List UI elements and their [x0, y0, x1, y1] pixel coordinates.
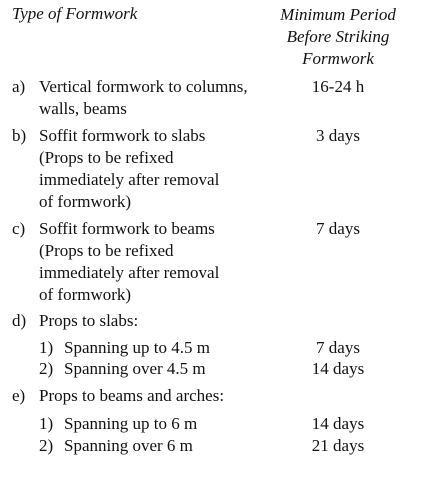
item-line: Soffit formwork to beams — [39, 219, 215, 238]
item-period: 7 days — [316, 219, 360, 238]
sub-item-text: Spanning up to 4.5 m — [64, 338, 210, 357]
header-type-of-formwork: Type of Formwork — [12, 4, 138, 23]
item-letter: c) — [12, 219, 26, 238]
item-line: immediately after removal — [39, 263, 220, 282]
sub-item-period: 21 days — [311, 436, 365, 455]
item-period: 3 days — [316, 126, 360, 145]
item-line: immediately after removal — [39, 170, 220, 189]
sub-item-period: 14 days — [311, 414, 365, 433]
item-description — [39, 218, 219, 306]
item-line: Soffit formwork to slabs — [39, 126, 206, 145]
item-line: (Props to be refixed — [39, 148, 174, 167]
item-description — [39, 125, 219, 213]
item-description — [39, 385, 224, 407]
item-line: walls, beams — [39, 99, 127, 118]
sub-item-period: 7 days — [316, 338, 360, 357]
item-letter: b) — [12, 126, 27, 145]
item-letter: a) — [12, 77, 26, 96]
item-description — [39, 76, 248, 120]
sub-item-number: 2) — [39, 436, 54, 455]
sub-item-text: Spanning over 4.5 m — [64, 359, 206, 378]
header-period-line: Before Striking — [286, 27, 390, 46]
item-letter: e) — [12, 386, 26, 405]
item-line: Props to beams and arches: — [39, 386, 225, 405]
sub-item-text: Spanning up to 6 m — [64, 414, 198, 433]
header-period-line: Minimum Period — [280, 5, 396, 24]
sub-item-number: 2) — [39, 359, 54, 378]
item-letter: d) — [12, 311, 27, 330]
item-line: of formwork) — [39, 192, 132, 211]
sub-item-number: 1) — [39, 414, 54, 433]
header-period-line: Formwork — [302, 49, 374, 68]
item-line: (Props to be refixed — [39, 241, 174, 260]
sub-item-period: 14 days — [311, 359, 365, 378]
sub-item-number: 1) — [39, 338, 54, 357]
item-period: 16-24 h — [311, 77, 365, 96]
item-line: Vertical formwork to columns, — [39, 77, 248, 96]
header-minimum-period — [268, 4, 408, 70]
item-line: Props to slabs: — [39, 311, 139, 330]
item-description — [39, 310, 138, 332]
item-line: of formwork) — [39, 285, 132, 304]
sub-item-text: Spanning over 6 m — [64, 436, 193, 455]
